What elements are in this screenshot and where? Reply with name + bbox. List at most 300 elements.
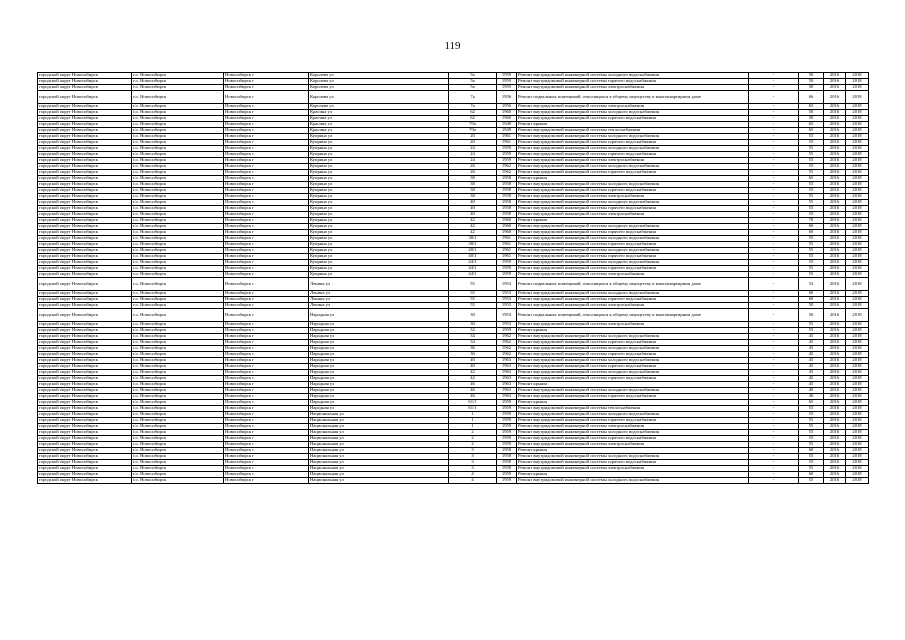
table-cell-year-to: 2018 (846, 188, 869, 194)
table-cell-municipality: городской округ Новосибирск (38, 472, 132, 478)
table-cell-settlement: г.о. Новосибирск (132, 170, 224, 176)
table-cell-dash: - (749, 340, 799, 346)
table-cell-year: 1956 (497, 91, 517, 104)
table-cell-city: Новосибирск г (224, 224, 309, 230)
table-cell-year-from: 2016 (824, 116, 846, 122)
table-cell-settlement: г.о. Новосибирск (132, 260, 224, 266)
table-cell-house: 46 (449, 382, 497, 388)
table-cell-year-from: 2016 (824, 291, 846, 297)
table-cell-settlement: г.о. Новосибирск (132, 248, 224, 254)
table-cell-house: 5а (449, 73, 497, 79)
table-cell-dash: - (749, 224, 799, 230)
table-cell-months: 50 (799, 79, 824, 85)
table-cell-settlement: г.о. Новосибирск (132, 128, 224, 134)
table-cell-year-to: 2018 (846, 152, 869, 158)
table-cell-months: 45 (799, 370, 824, 376)
table-cell-dash: - (749, 382, 799, 388)
table-cell-settlement: г.о. Новосибирск (132, 158, 224, 164)
table-cell-year-to: 2018 (846, 400, 869, 406)
table-cell-work: Ремонт внутридомовой инженерной системы горячего водоснабжения (517, 460, 749, 466)
table-cell-settlement: г.о. Новосибирск (132, 436, 224, 442)
table-cell-municipality: городской округ Новосибирск (38, 128, 132, 134)
table-cell-work: Ремонт внутридомовой инженерной системы горячего водоснабжения (517, 340, 749, 346)
table-cell-work: Ремонт внутридомовой инженерной системы горячего водоснабжения (517, 376, 749, 382)
table-cell-year-to: 2018 (846, 236, 869, 242)
table-cell-months: 55 (799, 152, 824, 158)
table-cell-months: 50 (799, 116, 824, 122)
table-cell-municipality: городской округ Новосибирск (38, 152, 132, 158)
table-cell-settlement: г.о. Новосибирск (132, 309, 224, 322)
table-cell-work: Ремонт внутридомовой инженерной системы горячего водоснабжения (517, 170, 749, 176)
table-cell-municipality: городской округ Новосибирск (38, 376, 132, 382)
table-cell-year-from: 2016 (824, 206, 846, 212)
table-cell-city: Новосибирск г (224, 248, 309, 254)
table-cell-work: Ремонт внутридомовой инженерной системы холодного водоснабжения (517, 146, 749, 152)
table-cell-year: 1958 (497, 454, 517, 460)
table-cell-year-to: 2018 (846, 370, 869, 376)
table-cell-settlement: г.о. Новосибирск (132, 110, 224, 116)
table-cell-city: Новосибирск г (224, 291, 309, 297)
table-cell-year-from: 2016 (824, 128, 846, 134)
table-cell-year: 1963 (497, 376, 517, 382)
table-cell-year-from: 2016 (824, 194, 846, 200)
table-cell-settlement: г.о. Новосибирск (132, 334, 224, 340)
table-cell-street: Национальная ул (309, 430, 449, 436)
table-cell-house: 46 (449, 394, 497, 400)
table-cell-year: 1962 (497, 170, 517, 176)
table-cell-year-to: 2018 (846, 448, 869, 454)
table-cell-house: 42 (449, 370, 497, 376)
works-table-body (38, 73, 869, 484)
table-cell-year-to: 2018 (846, 212, 869, 218)
table-cell-year-to: 2018 (846, 442, 869, 448)
works-table-container (37, 72, 868, 484)
table-cell-dash: - (749, 436, 799, 442)
table-cell-year-from: 2016 (824, 466, 846, 472)
table-cell-municipality: городской округ Новосибирск (38, 104, 132, 110)
table-cell-street: Национальная ул (309, 424, 449, 430)
table-cell-year-from: 2016 (824, 91, 846, 104)
table-cell-municipality: городской округ Новосибирск (38, 164, 132, 170)
table-cell-months: 55 (799, 424, 824, 430)
table-cell-settlement: г.о. Новосибирск (132, 116, 224, 122)
table-cell-months: 40 (799, 388, 824, 394)
table-cell-year: 1959 (497, 79, 517, 85)
table-cell-house: 40 (449, 212, 497, 218)
table-cell-year: 1959 (497, 406, 517, 412)
table-cell-city: Новосибирск г (224, 472, 309, 478)
table-cell-street: Красина ул (309, 116, 449, 122)
table-cell-city: Новосибирск г (224, 436, 309, 442)
table-cell-house: 3 (449, 466, 497, 472)
table-cell-street: Куприна ул (309, 152, 449, 158)
table-cell-settlement: г.о. Новосибирск (132, 297, 224, 303)
table-cell-city: Новосибирск г (224, 260, 309, 266)
table-cell-work: Ремонт внутридомовой инженерной системы электроснабжения (517, 442, 749, 448)
table-cell-work: Ремонт крыши (517, 122, 749, 128)
table-cell-settlement: г.о. Новосибирск (132, 278, 224, 291)
table-cell-municipality: городской округ Новосибирск (38, 242, 132, 248)
table-cell-house: 38 (449, 194, 497, 200)
table-cell-work: Ремонт внутридомовой инженерной системы электроснабжения (517, 104, 749, 110)
table-cell-months: 55 (799, 248, 824, 254)
table-cell-year-from: 2016 (824, 328, 846, 334)
table-cell-municipality: городской округ Новосибирск (38, 478, 132, 484)
table-cell-settlement: г.о. Новосибирск (132, 466, 224, 472)
table-cell-municipality: городской округ Новосибирск (38, 297, 132, 303)
table-cell-year-from: 2016 (824, 242, 846, 248)
table-cell-settlement: г.о. Новосибирск (132, 266, 224, 272)
table-cell-street: Народная ул (309, 309, 449, 322)
table-cell-dash: - (749, 248, 799, 254)
table-cell-months: 60 (799, 224, 824, 230)
table-cell-street: Народная ул (309, 400, 449, 406)
table-cell-house: 4 (449, 472, 497, 478)
table-cell-months: 55 (799, 170, 824, 176)
table-cell-work: Ремонт внутридомовой инженерной системы горячего водоснабжения (517, 116, 749, 122)
table-cell-months: 55 (799, 328, 824, 334)
table-cell-house: 32 (449, 328, 497, 334)
table-cell-settlement: г.о. Новосибирск (132, 176, 224, 182)
table-cell-year-from: 2016 (824, 110, 846, 116)
table-cell-house: 20 (449, 134, 497, 140)
table-cell-municipality: городской округ Новосибирск (38, 212, 132, 218)
table-cell-municipality: городской округ Новосибирск (38, 122, 132, 128)
table-cell-year-from: 2016 (824, 376, 846, 382)
table-cell-city: Новосибирск г (224, 200, 309, 206)
table-cell-house: 40 (449, 206, 497, 212)
table-cell-city: Новосибирск г (224, 400, 309, 406)
table-cell-municipality: городской округ Новосибирск (38, 334, 132, 340)
table-cell-year-from: 2016 (824, 478, 846, 484)
table-cell-work: Ремонт внутридомовой инженерной системы электроснабжения (517, 272, 749, 278)
table-cell-city: Новосибирск г (224, 358, 309, 364)
table-cell-street: Красина ул (309, 122, 449, 128)
table-cell-house: 40 (449, 364, 497, 370)
table-cell-months: 50 (799, 309, 824, 322)
table-cell-settlement: г.о. Новосибирск (132, 382, 224, 388)
table-cell-settlement: г.о. Новосибирск (132, 272, 224, 278)
table-cell-year-from: 2016 (824, 218, 846, 224)
table-cell-house: 3 (449, 448, 497, 454)
table-cell-year: 1958 (497, 448, 517, 454)
table-cell-dash: - (749, 91, 799, 104)
table-cell-street: Куприна ул (309, 206, 449, 212)
table-cell-dash: - (749, 194, 799, 200)
table-cell-year: 1949 (497, 128, 517, 134)
table-cell-municipality: городской округ Новосибирск (38, 352, 132, 358)
table-cell-settlement: г.о. Новосибирск (132, 358, 224, 364)
table-cell-street: Народная ул (309, 364, 449, 370)
table-cell-work: Ремонт подвальных помещений, относящихся к общему имуществу в многоквартирном доме (517, 91, 749, 104)
table-cell-year-from: 2016 (824, 176, 846, 182)
table-cell-work: Ремонт внутридомовой инженерной системы холодного водоснабжения (517, 182, 749, 188)
table-cell-city: Новосибирск г (224, 394, 309, 400)
table-cell-house: 55 (449, 278, 497, 291)
table-cell-city: Новосибирск г (224, 370, 309, 376)
table-cell-city: Новосибирск г (224, 206, 309, 212)
table-cell-dash: - (749, 230, 799, 236)
table-cell-year-from: 2016 (824, 278, 846, 291)
table-cell-city: Новосибирск г (224, 146, 309, 152)
table-cell-year: 1961 (497, 236, 517, 242)
table-cell-street: Куприна ул (309, 248, 449, 254)
table-cell-city: Новосибирск г (224, 116, 309, 122)
table-cell-city: Новосибирск г (224, 424, 309, 430)
table-cell-dash: - (749, 266, 799, 272)
table-cell-municipality: городской округ Новосибирск (38, 418, 132, 424)
table-cell-months: 45 (799, 334, 824, 340)
table-cell-months: 55 (799, 200, 824, 206)
table-cell-municipality: городской округ Новосибирск (38, 278, 132, 291)
table-cell-city: Новосибирск г (224, 242, 309, 248)
table-cell-city: Новосибирск г (224, 128, 309, 134)
table-cell-year-to: 2018 (846, 182, 869, 188)
table-cell-work: Ремонт внутридомовой инженерной системы холодного водоснабжения (517, 291, 749, 297)
table-cell-municipality: городской округ Новосибирск (38, 134, 132, 140)
table-cell-settlement: г.о. Новосибирск (132, 85, 224, 91)
table-cell-municipality: городской округ Новосибирск (38, 176, 132, 182)
table-cell-city: Новосибирск г (224, 140, 309, 146)
table-cell-street: Куприна ул (309, 224, 449, 230)
table-cell-year-from: 2016 (824, 85, 846, 91)
table-cell-year: 1962 (497, 346, 517, 352)
table-cell-months: 55 (799, 134, 824, 140)
table-cell-municipality: городской округ Новосибирск (38, 260, 132, 266)
table-cell-city: Новосибирск г (224, 272, 309, 278)
table-cell-year: 1958 (497, 200, 517, 206)
table-cell-street: Национальная ул (309, 442, 449, 448)
table-cell-year-to: 2018 (846, 328, 869, 334)
table-cell-year: 1962 (497, 340, 517, 346)
table-cell-months: 70 (799, 218, 824, 224)
table-cell-work: Ремонт крыши (517, 448, 749, 454)
table-cell-street: Куприна ул (309, 212, 449, 218)
table-cell-year-to: 2018 (846, 418, 869, 424)
table-cell-municipality: городской округ Новосибирск (38, 436, 132, 442)
table-cell-municipality: городской округ Новосибирск (38, 466, 132, 472)
table-cell-dash: - (749, 254, 799, 260)
table-cell-work: Ремонт внутридомовой инженерной системы теплоснабжения (517, 128, 749, 134)
table-cell-work: Ремонт внутридомовой инженерной системы холодного водоснабжения (517, 134, 749, 140)
table-cell-dash: - (749, 152, 799, 158)
table-cell-house: 36 (449, 346, 497, 352)
table-cell-city: Новосибирск г (224, 297, 309, 303)
table-cell-street: Национальная ул (309, 436, 449, 442)
table-cell-street: Национальная ул (309, 418, 449, 424)
table-cell-year-to: 2018 (846, 472, 869, 478)
table-cell-year: 1963 (497, 364, 517, 370)
table-cell-street: Куприна ул (309, 164, 449, 170)
table-cell-house: 30 (449, 309, 497, 322)
table-cell-months: 55 (799, 272, 824, 278)
table-cell-street: Национальная ул (309, 448, 449, 454)
table-cell-months: 55 (799, 454, 824, 460)
table-cell-municipality: городской округ Новосибирск (38, 218, 132, 224)
table-cell-dash: - (749, 448, 799, 454)
table-cell-months: 55 (799, 430, 824, 436)
table-cell-year-to: 2018 (846, 230, 869, 236)
table-cell-city: Новосибирск г (224, 334, 309, 340)
table-cell-year-from: 2016 (824, 200, 846, 206)
table-cell-settlement: г.о. Новосибирск (132, 212, 224, 218)
table-cell-dash: - (749, 236, 799, 242)
table-cell-house: 55 (449, 303, 497, 309)
table-cell-year-from: 2016 (824, 188, 846, 194)
table-cell-house: 30 (449, 322, 497, 328)
table-cell-months: 65 (799, 400, 824, 406)
table-cell-year: 1959 (497, 85, 517, 91)
table-cell-municipality: городской округ Новосибирск (38, 254, 132, 260)
table-cell-house: 38/1 (449, 236, 497, 242)
table-cell-year: 1963 (497, 388, 517, 394)
table-cell-months: 55 (799, 412, 824, 418)
table-cell-city: Новосибирск г (224, 382, 309, 388)
table-cell-year-from: 2016 (824, 254, 846, 260)
table-cell-months: 55 (799, 212, 824, 218)
table-cell-dash: - (749, 394, 799, 400)
table-cell-house: 5а (449, 79, 497, 85)
table-cell-year: 1960 (497, 230, 517, 236)
table-cell-house: 44/1 (449, 260, 497, 266)
table-cell-work: Ремонт крыши (517, 328, 749, 334)
table-cell-dash: - (749, 146, 799, 152)
table-cell-dash: - (749, 110, 799, 116)
table-cell-months: 50 (799, 73, 824, 79)
table-cell-street: Королева ул (309, 85, 449, 91)
table-cell-settlement: г.о. Новосибирск (132, 460, 224, 466)
table-cell-year: 1953 (497, 291, 517, 297)
table-cell-street: Народная ул (309, 322, 449, 328)
table-cell-municipality: городской округ Новосибирск (38, 340, 132, 346)
table-cell-year-from: 2016 (824, 442, 846, 448)
table-cell-year-from: 2016 (824, 297, 846, 303)
table-cell-street: Куприна ул (309, 140, 449, 146)
table-cell-year-from: 2016 (824, 370, 846, 376)
table-cell-dash: - (749, 309, 799, 322)
table-cell-municipality: городской округ Новосибирск (38, 158, 132, 164)
table-cell-year-from: 2016 (824, 382, 846, 388)
table-cell-city: Новосибирск г (224, 346, 309, 352)
table-cell-dash: - (749, 297, 799, 303)
table-cell-settlement: г.о. Новосибирск (132, 472, 224, 478)
table-cell-municipality: городской округ Новосибирск (38, 454, 132, 460)
table-cell-street: Куприна ул (309, 218, 449, 224)
table-cell-dash: - (749, 79, 799, 85)
table-cell-year: 1960 (497, 224, 517, 230)
table-cell-year-from: 2016 (824, 352, 846, 358)
table-cell-house: 2 (449, 430, 497, 436)
table-cell-year-to: 2018 (846, 254, 869, 260)
table-cell-work: Ремонт крыши (517, 382, 749, 388)
table-cell-dash: - (749, 104, 799, 110)
table-cell-street: Куприна ул (309, 266, 449, 272)
table-cell-year-to: 2018 (846, 158, 869, 164)
table-cell-months: 55 (799, 146, 824, 152)
table-cell-house: 55 (449, 291, 497, 297)
table-cell-year: 1962 (497, 352, 517, 358)
table-cell-dash: - (749, 364, 799, 370)
table-cell-settlement: г.о. Новосибирск (132, 206, 224, 212)
table-cell-municipality: городской округ Новосибирск (38, 388, 132, 394)
table-cell-year-from: 2016 (824, 266, 846, 272)
table-cell-year-to: 2018 (846, 206, 869, 212)
table-cell-year-to: 2018 (846, 79, 869, 85)
table-cell-year-to: 2018 (846, 194, 869, 200)
table-cell-house: 7а (449, 104, 497, 110)
table-cell-city: Новосибирск г (224, 134, 309, 140)
table-cell-settlement: г.о. Новосибирск (132, 364, 224, 370)
table-cell-year-to: 2018 (846, 272, 869, 278)
table-cell-year: 1959 (497, 478, 517, 484)
table-cell-year: 1949 (497, 122, 517, 128)
table-cell-year-to: 2018 (846, 116, 869, 122)
table-cell-work: Ремонт внутридомовой инженерной системы электроснабжения (517, 212, 749, 218)
table-cell-months: 55 (799, 194, 824, 200)
table-cell-street: Народная ул (309, 406, 449, 412)
table-cell-street: Куприна ул (309, 158, 449, 164)
table-cell-months: 55 (799, 322, 824, 328)
table-cell-house: 70а (449, 122, 497, 128)
table-cell-settlement: г.о. Новосибирск (132, 194, 224, 200)
table-cell-months: 55 (799, 460, 824, 466)
table-cell-year-from: 2016 (824, 134, 846, 140)
table-cell-dash: - (749, 206, 799, 212)
table-cell-house: 5а (449, 85, 497, 91)
table-cell-municipality: городской округ Новосибирск (38, 248, 132, 254)
table-cell-dash: - (749, 358, 799, 364)
table-cell-street: Народная ул (309, 394, 449, 400)
table-cell-municipality: городской округ Новосибирск (38, 170, 132, 176)
table-cell-work: Ремонт внутридомовой инженерной системы холодного водоснабжения (517, 200, 749, 206)
table-cell-year-to: 2018 (846, 224, 869, 230)
table-cell-municipality: городской округ Новосибирск (38, 430, 132, 436)
table-cell-months: 65 (799, 176, 824, 182)
table-cell-settlement: г.о. Новосибирск (132, 448, 224, 454)
table-cell-municipality: городской округ Новосибирск (38, 194, 132, 200)
table-cell-work: Ремонт внутридомовой инженерной системы холодного водоснабжения (517, 73, 749, 79)
table-cell-year: 1959 (497, 260, 517, 266)
table-cell-house: 20 (449, 140, 497, 146)
table-cell-year: 1962 (497, 334, 517, 340)
table-cell-year-to: 2018 (846, 454, 869, 460)
table-cell-street: Народная ул (309, 382, 449, 388)
table-cell-settlement: г.о. Новосибирск (132, 152, 224, 158)
page-number: 119 (444, 40, 461, 52)
table-cell-municipality: городской округ Новосибирск (38, 400, 132, 406)
table-cell-municipality: городской округ Новосибирск (38, 116, 132, 122)
table-cell-year-to: 2018 (846, 412, 869, 418)
table-cell-year-from: 2016 (824, 424, 846, 430)
table-cell-year-from: 2016 (824, 303, 846, 309)
table-cell-dash: - (749, 328, 799, 334)
table-cell-work: Ремонт внутридомовой инженерной системы горячего водоснабжения (517, 188, 749, 194)
table-cell-months: 45 (799, 358, 824, 364)
table-cell-year-to: 2018 (846, 394, 869, 400)
table-cell-city: Новосибирск г (224, 266, 309, 272)
table-cell-dash: - (749, 291, 799, 297)
table-cell-months: 60 (799, 472, 824, 478)
table-cell-settlement: г.о. Новосибирск (132, 291, 224, 297)
table-cell-house: 34 (449, 334, 497, 340)
table-cell-year-from: 2016 (824, 309, 846, 322)
table-cell-year-to: 2018 (846, 85, 869, 91)
table-cell-street: Национальная ул (309, 472, 449, 478)
table-cell-settlement: г.о. Новосибирск (132, 224, 224, 230)
table-cell-year-to: 2018 (846, 430, 869, 436)
table-cell-year: 1963 (497, 358, 517, 364)
table-cell-months: 55 (799, 158, 824, 164)
